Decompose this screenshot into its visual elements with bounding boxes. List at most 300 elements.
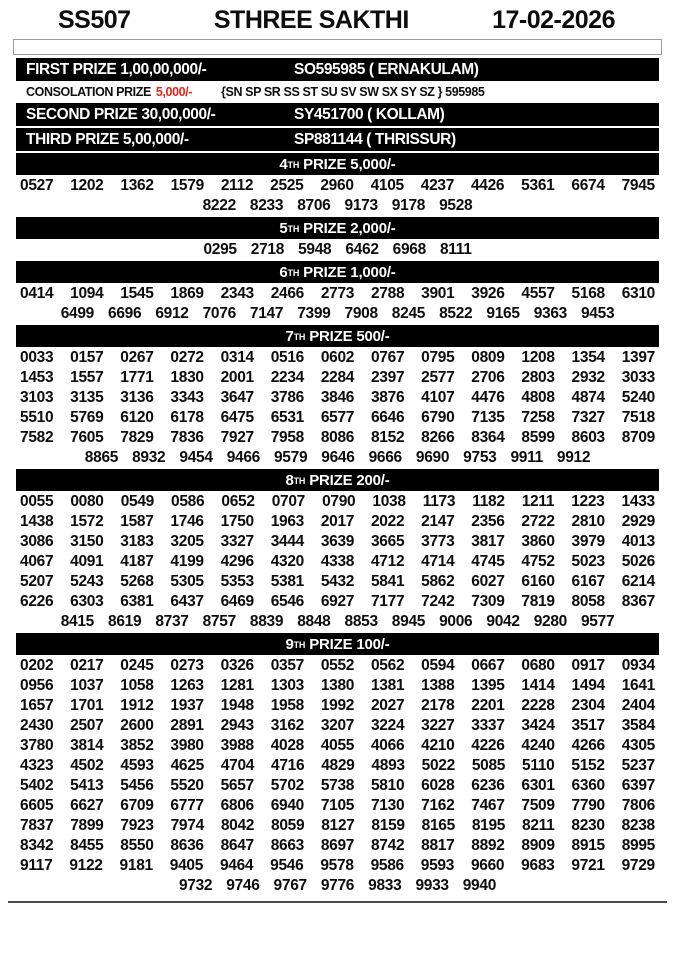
ticket-number: 5520 xyxy=(170,777,204,794)
ticket-number: 1948 xyxy=(220,697,254,714)
empty-strip xyxy=(13,39,662,55)
ticket-number: 6301 xyxy=(521,777,555,794)
ticket-number: 8364 xyxy=(471,429,505,446)
number-row xyxy=(0,612,675,632)
ticket-number: 3227 xyxy=(421,717,455,734)
ticket-number: 5110 xyxy=(522,757,555,774)
ticket-number: 5948 xyxy=(298,241,332,258)
ticket-number: 1958 xyxy=(270,697,304,714)
ticket-number: 5243 xyxy=(70,573,104,590)
ticket-number: 1771 xyxy=(120,369,154,386)
ticket-number: 3207 xyxy=(320,717,355,734)
ticket-number: 6462 xyxy=(345,241,379,258)
ticket-number: 8086 xyxy=(320,429,355,446)
ticket-number: 8238 xyxy=(621,817,655,834)
ticket-number: 2430 xyxy=(20,717,54,734)
ticket-number: 3150 xyxy=(70,533,104,550)
ticket-number: 5456 xyxy=(120,777,154,794)
ticket-number: 4266 xyxy=(571,737,605,754)
ticket-number: 6646 xyxy=(370,409,405,426)
number-row xyxy=(0,176,675,196)
ticket-number: 7958 xyxy=(270,429,304,446)
prize-section-header-8th xyxy=(16,469,659,491)
ticket-number: 8839 xyxy=(249,613,284,630)
ticket-number: 8932 xyxy=(132,449,166,466)
ticket-number: 1037 xyxy=(70,677,104,694)
ticket-number: 3860 xyxy=(521,533,555,550)
prize-section-header-9th xyxy=(16,633,659,655)
ticket-number: 6806 xyxy=(220,797,254,814)
ticket-number: 3135 xyxy=(70,389,104,406)
ticket-number: 1438 xyxy=(20,513,54,530)
ticket-number: 6627 xyxy=(70,797,104,814)
ticket-number: 7509 xyxy=(521,797,555,814)
ticket-number: 7806 xyxy=(621,797,655,814)
section-ordinal-suffix: TH xyxy=(293,331,306,342)
ticket-number: 7974 xyxy=(170,817,204,834)
ticket-number: 3103 xyxy=(20,389,54,406)
ticket-number: 7908 xyxy=(344,305,378,322)
ticket-number: 2356 xyxy=(471,513,505,530)
ticket-number: 9165 xyxy=(486,305,520,322)
ticket-number: 2027 xyxy=(370,697,405,714)
ticket-number: 6927 xyxy=(320,593,355,610)
ticket-number: 0245 xyxy=(120,657,154,674)
ticket-number: 9586 xyxy=(370,857,404,874)
ticket-number: 6469 xyxy=(220,593,254,610)
ticket-number: 6912 xyxy=(155,305,189,322)
section-ordinal-suffix: TH xyxy=(287,223,300,234)
ticket-number: 7242 xyxy=(421,593,455,610)
ticket-number: 5237 xyxy=(621,757,655,774)
ticket-number: 1453 xyxy=(20,369,54,386)
ticket-number: 2201 xyxy=(471,697,505,714)
ticket-number: 0527 xyxy=(20,177,54,194)
ticket-number: 4305 xyxy=(621,737,655,754)
ticket-number: 7945 xyxy=(621,177,655,194)
ticket-number: 7605 xyxy=(70,429,104,446)
ticket-number: 4625 xyxy=(170,757,204,774)
ticket-number: 4055 xyxy=(320,737,355,754)
ticket-number: 6167 xyxy=(571,573,605,590)
ticket-number: 8848 xyxy=(297,613,331,630)
ticket-number: 4557 xyxy=(521,285,555,302)
ticket-number: 4476 xyxy=(471,389,505,406)
ticket-number: 1038 xyxy=(372,493,406,510)
ticket-number: 0080 xyxy=(70,493,104,510)
ticket-number: 1058 xyxy=(120,677,154,694)
ticket-number: 1750 xyxy=(220,513,254,530)
ticket-number: 1869 xyxy=(170,285,204,302)
ticket-number: 1963 xyxy=(270,513,304,530)
ticket-number: 3205 xyxy=(170,533,204,550)
ticket-number: 7105 xyxy=(320,797,355,814)
ticket-number: 6475 xyxy=(220,409,254,426)
ticket-number: 9753 xyxy=(463,449,497,466)
ticket-number: 2722 xyxy=(521,513,555,530)
ticket-number: 9363 xyxy=(533,305,567,322)
ticket-number: 0157 xyxy=(70,349,104,366)
ticket-number: 3639 xyxy=(320,533,355,550)
ticket-number: 0934 xyxy=(621,657,655,674)
number-row xyxy=(0,408,675,428)
ticket-number: 9911 xyxy=(510,449,543,466)
ticket-number: 3780 xyxy=(20,737,54,754)
number-row xyxy=(0,876,675,896)
ticket-number: 1208 xyxy=(521,349,555,366)
ticket-number: 3086 xyxy=(20,533,54,550)
ticket-number: 3817 xyxy=(471,533,505,550)
ticket-number: 4067 xyxy=(20,553,54,570)
number-row xyxy=(0,428,675,448)
third-prize-bar xyxy=(16,128,659,151)
ticket-number: 9646 xyxy=(321,449,355,466)
number-row xyxy=(0,196,675,216)
ticket-number: 9464 xyxy=(219,857,254,874)
ticket-number: 5022 xyxy=(421,757,455,774)
consolation-prize-row xyxy=(16,83,659,101)
ticket-number: 6303 xyxy=(70,593,104,610)
number-row xyxy=(0,796,675,816)
ticket-number: 4829 xyxy=(321,757,355,774)
number-row xyxy=(0,716,675,736)
ticket-number: 3033 xyxy=(621,369,655,386)
ticket-number: 5841 xyxy=(370,573,405,590)
ticket-number: 9546 xyxy=(270,857,304,874)
ticket-number: 0667 xyxy=(471,657,505,674)
ticket-number: 9453 xyxy=(580,305,615,322)
ticket-number: 2284 xyxy=(320,369,355,386)
ticket-number: 4013 xyxy=(621,533,655,550)
ticket-number: 4240 xyxy=(521,737,555,754)
ticket-number: 5023 xyxy=(571,553,605,570)
ticket-number: 0295 xyxy=(203,241,237,258)
ticket-number: 9767 xyxy=(273,877,307,894)
ticket-number: 2706 xyxy=(471,369,505,386)
ticket-number: 2507 xyxy=(70,717,104,734)
ticket-number: 6120 xyxy=(120,409,154,426)
ticket-number: 6027 xyxy=(471,573,505,590)
ticket-number: 1223 xyxy=(571,493,605,510)
ticket-number: 4210 xyxy=(421,737,455,754)
ticket-number: 2600 xyxy=(120,717,154,734)
ticket-number: 8636 xyxy=(170,837,204,854)
ticket-number: 5268 xyxy=(120,573,154,590)
ticket-number: 2929 xyxy=(621,513,655,530)
ticket-number: 8619 xyxy=(108,613,142,630)
ticket-number: 5738 xyxy=(320,777,355,794)
ticket-number: 8709 xyxy=(621,429,655,446)
first-prize-winner: SO595985 ( ERNAKULAM) xyxy=(294,60,479,78)
ticket-number: 0033 xyxy=(20,349,54,366)
ticket-number: 3988 xyxy=(220,737,254,754)
ticket-number: 3183 xyxy=(120,533,154,550)
ticket-number: 9776 xyxy=(320,877,355,894)
ticket-number: 9454 xyxy=(179,449,213,466)
ticket-number: 3224 xyxy=(370,717,405,734)
ticket-number: 1397 xyxy=(621,349,655,366)
ticket-number: 0602 xyxy=(320,349,355,366)
number-row xyxy=(0,512,675,532)
ticket-number: 6178 xyxy=(170,409,204,426)
third-prize-winner: SP881144 ( THRISSUR) xyxy=(294,130,456,148)
number-row xyxy=(0,532,675,552)
ticket-number: 9666 xyxy=(368,449,402,466)
ticket-number: 5168 xyxy=(571,285,605,302)
ticket-number: 4199 xyxy=(170,553,204,570)
second-prize-winner: SY451700 ( KOLLAM) xyxy=(294,105,445,123)
ticket-number: 2228 xyxy=(521,697,555,714)
ticket-number: 0414 xyxy=(20,285,54,302)
ticket-number: 2234 xyxy=(270,369,304,386)
ticket-number: 2112 xyxy=(220,177,254,194)
ticket-number: 8915 xyxy=(571,837,605,854)
ticket-number: 2397 xyxy=(370,369,405,386)
ticket-number: 4107 xyxy=(421,389,455,406)
ticket-number: 8233 xyxy=(249,197,284,214)
ticket-number: 9579 xyxy=(273,449,308,466)
ticket-number: 6577 xyxy=(320,409,355,426)
ticket-number: 5381 xyxy=(270,573,304,590)
ticket-number: 4752 xyxy=(521,553,555,570)
ticket-number: 9933 xyxy=(415,877,449,894)
ticket-number: 0956 xyxy=(20,677,54,694)
ticket-number: 6214 xyxy=(621,573,655,590)
ticket-number: 4593 xyxy=(120,757,154,774)
ticket-number: 5702 xyxy=(270,777,304,794)
ticket-number: 8647 xyxy=(220,837,254,854)
ticket-number: 2466 xyxy=(270,285,304,302)
ticket-number: 4028 xyxy=(270,737,304,754)
ticket-number: 3979 xyxy=(571,533,605,550)
number-row xyxy=(0,284,675,304)
section-ordinal: 4 xyxy=(279,155,288,173)
ticket-number: 9660 xyxy=(470,857,505,874)
ticket-number: 9280 xyxy=(533,613,567,630)
ticket-number: 9732 xyxy=(178,877,213,894)
number-row xyxy=(0,676,675,696)
section-ordinal: 5 xyxy=(279,219,288,237)
ticket-number: 0272 xyxy=(170,349,204,366)
ticket-number: 8127 xyxy=(321,817,355,834)
ticket-number: 8706 xyxy=(297,197,331,214)
ticket-number: 0055 xyxy=(20,493,54,510)
ticket-number: 9173 xyxy=(344,197,378,214)
ticket-number: 6028 xyxy=(421,777,455,794)
ticket-number: 2304 xyxy=(571,697,605,714)
ticket-number: 9042 xyxy=(486,613,520,630)
number-row xyxy=(0,552,675,572)
ticket-number: 1281 xyxy=(220,677,254,694)
number-row xyxy=(0,696,675,716)
ticket-number: 1173 xyxy=(422,493,456,510)
ticket-number: 6160 xyxy=(521,573,555,590)
ticket-number: 5085 xyxy=(471,757,506,774)
ticket-number: 8342 xyxy=(20,837,54,854)
ticket-number: 3327 xyxy=(220,533,254,550)
ticket-number: 5353 xyxy=(220,573,254,590)
ticket-number: 7819 xyxy=(521,593,555,610)
ticket-number: 6226 xyxy=(20,593,54,610)
second-prize-bar xyxy=(16,103,659,126)
ticket-number: 3665 xyxy=(370,533,405,550)
ticket-number: 1579 xyxy=(170,177,204,194)
prize-section-header-7th xyxy=(16,325,659,347)
ticket-number: 7076 xyxy=(202,305,236,322)
ticket-number: 6790 xyxy=(421,409,455,426)
ticket-number: 8059 xyxy=(271,817,305,834)
ticket-number: 8853 xyxy=(344,613,378,630)
ticket-number: 3337 xyxy=(471,717,505,734)
ticket-number: 8599 xyxy=(521,429,555,446)
ticket-number: 8152 xyxy=(370,429,405,446)
ticket-number: 2773 xyxy=(320,285,355,302)
number-row xyxy=(0,368,675,388)
ticket-number: 6531 xyxy=(270,409,304,426)
ticket-number: 1545 xyxy=(120,285,154,302)
ticket-number: 5240 xyxy=(621,389,655,406)
number-row xyxy=(0,388,675,408)
ticket-number: 0516 xyxy=(270,349,304,366)
ticket-number: 8058 xyxy=(571,593,605,610)
ticket-number: 2932 xyxy=(571,369,605,386)
ticket-number: 2343 xyxy=(220,285,254,302)
first-prize-bar xyxy=(16,58,659,81)
ticket-number: 8742 xyxy=(370,837,405,854)
ticket-number: 5769 xyxy=(70,409,104,426)
number-row xyxy=(0,816,675,836)
ticket-number: 1381 xyxy=(370,677,405,694)
ticket-number: 2404 xyxy=(621,697,655,714)
ticket-number: 2577 xyxy=(421,369,455,386)
ticket-number: 8211 xyxy=(522,817,555,834)
section-title: PRIZE 2,000/- xyxy=(303,219,396,237)
ticket-number: 2960 xyxy=(320,177,354,194)
ticket-number: 6605 xyxy=(20,797,54,814)
ticket-number: 0707 xyxy=(271,493,306,510)
ticket-number: 7135 xyxy=(471,409,505,426)
number-row xyxy=(0,572,675,592)
ticket-number: 0314 xyxy=(220,349,254,366)
ticket-number: 8159 xyxy=(371,817,405,834)
ticket-number: 6437 xyxy=(170,593,204,610)
ticket-number: 0267 xyxy=(120,349,154,366)
ticket-number: 3814 xyxy=(70,737,104,754)
ticket-number: 9577 xyxy=(580,613,615,630)
ticket-number: 5402 xyxy=(20,777,54,794)
number-row xyxy=(0,240,675,260)
ticket-number: 7582 xyxy=(20,429,54,446)
section-ordinal-suffix: TH xyxy=(287,267,300,278)
ticket-number: 7836 xyxy=(170,429,204,446)
ticket-number: 7327 xyxy=(571,409,605,426)
ticket-number: 2017 xyxy=(320,513,355,530)
ticket-number: 0795 xyxy=(421,349,455,366)
number-row xyxy=(0,304,675,324)
ticket-number: 8222 xyxy=(202,197,236,214)
ticket-number: 7177 xyxy=(370,593,405,610)
section-title: PRIZE 500/- xyxy=(309,327,390,345)
ticket-number: 3846 xyxy=(320,389,355,406)
ticket-number: 1830 xyxy=(170,369,204,386)
ticket-number: 6360 xyxy=(571,777,605,794)
ticket-number: 9833 xyxy=(368,877,402,894)
ticket-number: 0594 xyxy=(421,657,455,674)
ticket-number: 4323 xyxy=(20,757,54,774)
ticket-number: 0767 xyxy=(370,349,405,366)
ticket-number: 3876 xyxy=(370,389,405,406)
ticket-number: 1182 xyxy=(472,493,505,510)
ticket-number: 5657 xyxy=(220,777,254,794)
number-row xyxy=(0,492,675,512)
ticket-number: 8550 xyxy=(120,837,154,854)
section-title: PRIZE 100/- xyxy=(309,635,390,653)
ticket-number: 6777 xyxy=(170,797,204,814)
ticket-number: 9940 xyxy=(462,877,497,894)
ticket-number: 9466 xyxy=(226,449,260,466)
ticket-number: 4893 xyxy=(371,757,405,774)
ticket-number: 8245 xyxy=(391,305,426,322)
prize-section-header-6th xyxy=(16,261,659,283)
section-title: PRIZE 1,000/- xyxy=(303,263,396,281)
ticket-number: 8945 xyxy=(391,613,426,630)
ticket-number: 1557 xyxy=(70,369,104,386)
ticket-number: 3517 xyxy=(571,717,605,734)
prize-section-header-4th xyxy=(16,153,659,175)
ticket-number: 8663 xyxy=(270,837,304,854)
ticket-number: 0273 xyxy=(170,657,204,674)
ticket-number: 9178 xyxy=(391,197,426,214)
first-prize-label: FIRST PRIZE 1,00,00,000/- xyxy=(26,60,207,78)
ticket-number: 2803 xyxy=(521,369,555,386)
ticket-number: 4714 xyxy=(421,553,455,570)
prize-sections xyxy=(0,153,675,896)
ticket-number: 4712 xyxy=(370,553,405,570)
ticket-number: 7923 xyxy=(120,817,154,834)
ticket-number: 9912 xyxy=(556,449,591,466)
ticket-number: 1094 xyxy=(70,285,104,302)
ticket-number: 8230 xyxy=(571,817,605,834)
ticket-number: 1303 xyxy=(270,677,304,694)
section-ordinal: 9 xyxy=(285,635,294,653)
section-ordinal: 7 xyxy=(285,327,294,345)
ticket-number: 1380 xyxy=(320,677,355,694)
consolation-prize-series: {SN SP SR SS ST SU SV SW SX SY SZ } 595985 xyxy=(221,85,485,99)
prize-section-header-5th xyxy=(16,217,659,239)
consolation-prize-amount: 5,000/- xyxy=(155,85,193,99)
ticket-number: 8415 xyxy=(60,613,95,630)
ticket-number: 1263 xyxy=(170,677,204,694)
ticket-number: 2178 xyxy=(421,697,455,714)
ticket-number: 7399 xyxy=(297,305,331,322)
number-row xyxy=(0,592,675,612)
ticket-number: 5413 xyxy=(70,777,104,794)
ticket-number: 9721 xyxy=(571,857,605,874)
ticket-number: 6397 xyxy=(621,777,655,794)
ticket-number: 9690 xyxy=(415,449,450,466)
ticket-number: 8737 xyxy=(155,613,189,630)
third-prize-label: THIRD PRIZE 5,00,000/- xyxy=(26,130,189,148)
ticket-number: 3980 xyxy=(170,737,204,754)
number-row xyxy=(0,656,675,676)
ticket-number: 1494 xyxy=(571,677,605,694)
ticket-number: 4066 xyxy=(370,737,405,754)
ticket-number: 0326 xyxy=(220,657,254,674)
ticket-number: 0790 xyxy=(322,493,356,510)
ticket-number: 4502 xyxy=(70,757,104,774)
ticket-number: 9729 xyxy=(621,857,655,874)
section-ordinal: 8 xyxy=(285,471,294,489)
